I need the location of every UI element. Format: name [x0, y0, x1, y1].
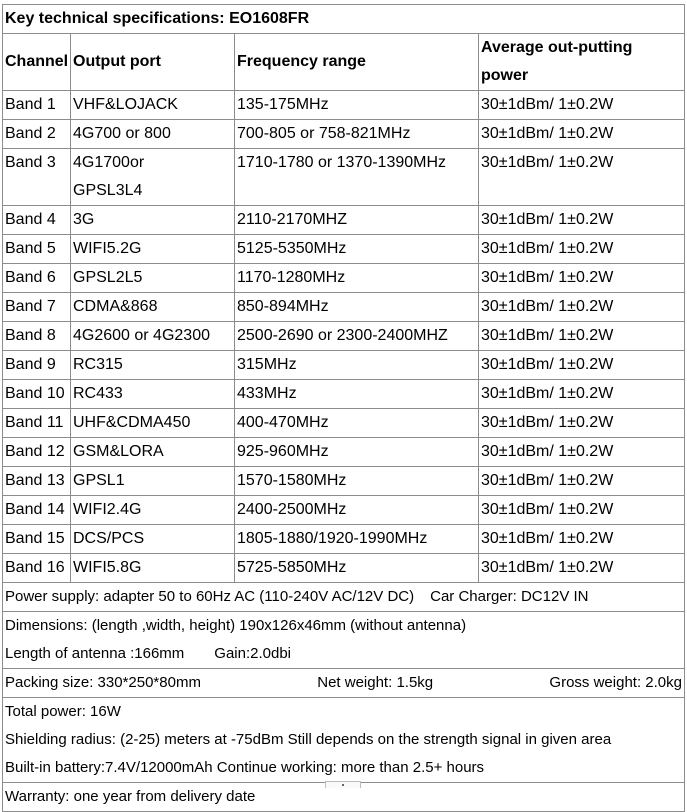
channel-cell: Band 12 [3, 438, 71, 467]
power-supply-row [3, 583, 685, 612]
power-cell: 30±1dBm/ 1±0.2W [479, 91, 685, 120]
port-cell: CDMA&868 [71, 293, 235, 322]
net-weight-text: Net weight: 1.5kg [317, 674, 434, 691]
car-charger-text: Car Charger: DC12V IN [430, 588, 589, 605]
channel-cell: Band 16 [3, 554, 71, 583]
frequency-cell: 2500-2690 or 2300-2400MHZ [235, 322, 479, 351]
power-cell: 30±1dBm/ 1±0.2W [479, 206, 685, 235]
frequency-cell: 5725-5850MHz [235, 554, 479, 583]
frequency-cell: 700-805 or 758-821MHz [235, 120, 479, 149]
channel-cell: Band 5 [3, 235, 71, 264]
channel-cell: Band 1 [3, 91, 71, 120]
power-supply-text: Power supply: adapter 50 to 60Hz AC (110-240V AC/12V DC) [5, 588, 415, 605]
frequency-cell: 1710-1780 or 1370-1390MHz [235, 149, 479, 206]
table-row [3, 206, 685, 235]
power-cell: 30±1dBm/ 1±0.2W [479, 264, 685, 293]
frequency-cell: 315MHz [235, 351, 479, 380]
channel-cell: Band 15 [3, 525, 71, 554]
power-cell: 30±1dBm/ 1±0.2W [479, 120, 685, 149]
table-row [3, 351, 685, 380]
header-power-line2: power [481, 67, 529, 84]
channel-cell: Band 14 [3, 496, 71, 525]
port-cell: WIFI5.8G [71, 554, 235, 583]
table-row [3, 380, 685, 409]
table-row [3, 525, 685, 554]
frequency-cell: 5125-5350MHz [235, 235, 479, 264]
table-row [3, 496, 685, 525]
port-cell: UHF&CDMA450 [71, 409, 235, 438]
table-row [3, 438, 685, 467]
frequency-cell: 2400-2500MHz [235, 496, 479, 525]
power-cell: 30±1dBm/ 1±0.2W [479, 380, 685, 409]
table-row [3, 293, 685, 322]
channel-cell: Band 6 [3, 264, 71, 293]
port-cell: RC315 [71, 351, 235, 380]
table-row [3, 409, 685, 438]
port-cell: WIFI2.4G [71, 496, 235, 525]
port-cell: GPSL1 [71, 467, 235, 496]
frequency-cell: 925-960MHz [235, 438, 479, 467]
table-row [3, 264, 685, 293]
gain-text: Gain:2.0dbi [214, 645, 292, 662]
power-cell: 30±1dBm/ 1±0.2W [479, 351, 685, 380]
port-line2: GPSL3L4 [73, 182, 143, 199]
table-row [3, 554, 685, 583]
table-title: Key technical specifications: EO1608FR [3, 5, 685, 34]
shielding-radius-text: Shielding radius: (2-25) meters at -75dBm Still depends on the strength signal in given area [5, 731, 612, 748]
channel-cell: Band 10 [3, 380, 71, 409]
header-output-port: Output port [71, 34, 235, 91]
port-cell: GSM&LORA [71, 438, 235, 467]
header-power-line1: Average out-putting [481, 39, 633, 56]
power-cell: 30±1dBm/ 1±0.2W [479, 525, 685, 554]
power-cell: 30±1dBm/ 1±0.2W [479, 293, 685, 322]
table-row [3, 120, 685, 149]
port-cell: RC433 [71, 380, 235, 409]
channel-cell: Band 13 [3, 467, 71, 496]
power-cell: 30±1dBm/ 1±0.2W [479, 149, 685, 206]
power-battery-row [3, 698, 685, 783]
dimensions-text: Dimensions: (length ,width, height) 190x126x46mm (without antenna) [5, 617, 467, 634]
table-row [3, 91, 685, 120]
warranty-text: Warranty: one year from delivery date [3, 783, 685, 812]
gross-weight-text: Gross weight: 2.0kg [549, 674, 682, 691]
port-cell: GPSL2L5 [71, 264, 235, 293]
channel-cell: Band 4 [3, 206, 71, 235]
frequency-cell: 850-894MHz [235, 293, 479, 322]
table-row [3, 467, 685, 496]
power-cell: 30±1dBm/ 1±0.2W [479, 438, 685, 467]
power-cell: 30±1dBm/ 1±0.2W [479, 409, 685, 438]
channel-cell: Band 9 [3, 351, 71, 380]
battery-text: Built-in battery:7.4V/12000mAh Continue working: more than 2.5+ hours [5, 759, 485, 776]
frequency-cell: 1805-1880/1920-1990MHz [235, 525, 479, 554]
total-power-text: Total power: 16W [5, 703, 121, 720]
power-cell: 30±1dBm/ 1±0.2W [479, 554, 685, 583]
port-cell: 4G700 or 800 [71, 120, 235, 149]
title-row [3, 5, 685, 34]
port-line1: 4G1700or [73, 154, 145, 171]
table-row [3, 149, 685, 206]
frequency-cell: 135-175MHz [235, 91, 479, 120]
power-cell: 30±1dBm/ 1±0.2W [479, 322, 685, 351]
table-row [3, 322, 685, 351]
port-cell: DCS/PCS [71, 525, 235, 554]
frequency-cell: 400-470MHz [235, 409, 479, 438]
port-cell: VHF&LOJACK [71, 91, 235, 120]
channel-cell: Band 7 [3, 293, 71, 322]
frequency-cell: 2110-2170MHZ [235, 206, 479, 235]
port-cell: 4G2600 or 4G2300 [71, 322, 235, 351]
channel-cell: Band 8 [3, 322, 71, 351]
frequency-cell: 1170-1280MHz [235, 264, 479, 293]
dimensions-row [3, 612, 685, 669]
frequency-cell: 1570-1580MHz [235, 467, 479, 496]
antenna-length-text: Length of antenna :166mm [5, 645, 185, 662]
frequency-cell: 433MHz [235, 380, 479, 409]
packing-size-text: Packing size: 330*250*80mm [5, 674, 201, 691]
header-row [3, 34, 685, 91]
header-average-power [479, 34, 685, 91]
channel-cell: Band 11 [3, 409, 71, 438]
channel-cell: Band 3 [3, 149, 71, 206]
power-cell: 30±1dBm/ 1±0.2W [479, 467, 685, 496]
header-frequency-range: Frequency range [235, 34, 479, 91]
table-row [3, 235, 685, 264]
power-cell: 30±1dBm/ 1±0.2W [479, 496, 685, 525]
port-cell: 3G [71, 206, 235, 235]
packing-row [3, 669, 685, 698]
channel-cell: Band 2 [3, 120, 71, 149]
port-cell [71, 149, 235, 206]
header-channel: Channel [3, 34, 71, 91]
power-cell: 30±1dBm/ 1±0.2W [479, 235, 685, 264]
spec-table [2, 4, 685, 812]
port-cell: WIFI5.2G [71, 235, 235, 264]
